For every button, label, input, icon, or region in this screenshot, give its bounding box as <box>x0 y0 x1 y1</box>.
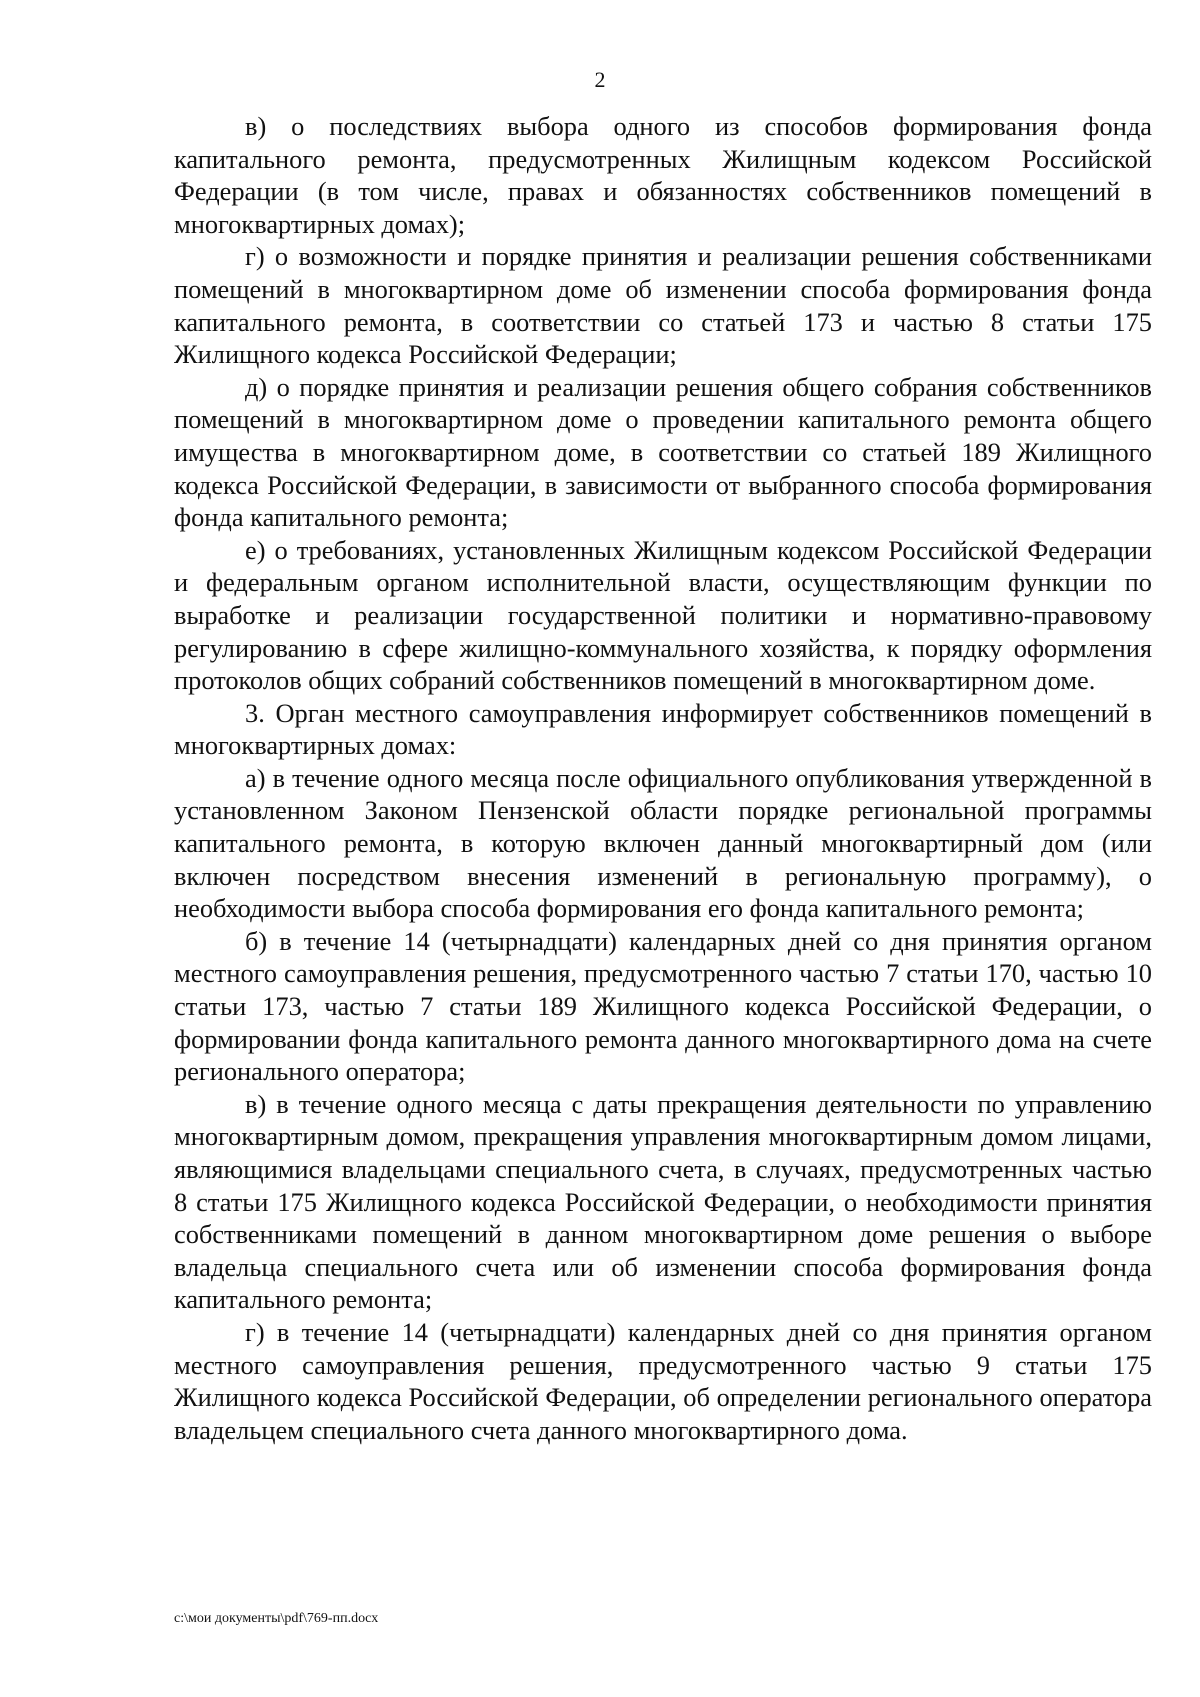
paragraph-3g: г) в течение 14 (четырнадцати) календарных дней со дня принятия органом местного самоуправления решения, предусмотренного частью 9 статьи 175 Жилищного кодекса Российской Федерации, об определении регионального оператора владельцем специального счета данного многоквартирного дома. <box>174 1316 1152 1445</box>
paragraph-3b: б) в течение 14 (четырнадцати) календарных дней со дня принятия органом местного самоуправления решения, предусмотренного частью 7 статьи 170, частью 10 статьи 173, частью 7 статьи 189 Жилищного кодекса Российской Федерации, о формировании фонда капитального ремонта данного многоквартирного дома на счете регионального оператора; <box>174 925 1152 1087</box>
paragraph-3v: в) в течение одного месяца с даты прекращения деятельности по управлению многоквартирным домом, прекращения управления многоквартирным домом лицами, являющимися владельцами специального счета, в случаях, предусмотренных частью 8 статьи 175 Жилищного кодекса Российской Федерации, о необходимости принятия собственниками помещений в данном многоквартирном доме решения о выборе владельца специального счета или об изменении способа формирования фонда капитального ремонта; <box>174 1088 1152 1315</box>
footer-file-path: c:\мои документы\pdf\769-пп.docx <box>174 1611 379 1626</box>
paragraph-2d: д) о порядке принятия и реализации решения общего собрания собственников помещений в многоквартирном доме о проведении капитального ремонта общего имущества в многоквартирном доме, в соответствии со статьей 189 Жилищного кодекса Российской Федерации, в зависимости от выбранного способа формирования фонда капитального ремонта; <box>174 371 1152 533</box>
paragraph-2e: е) о требованиях, установленных Жилищным кодексом Российской Федерации и федеральным органом исполнительной власти, осуществляющим функции по выработке и реализации государственной политики и нормативно-правовому регулированию в сфере жилищно-коммунального хозяйства, к порядку оформления протоколов общих собраний собственников помещений в многоквартирном доме. <box>174 534 1152 696</box>
paragraph-2v: в) о последствиях выбора одного из способов формирования фонда капитального ремонта, предусмотренных Жилищным кодексом Российской Федерации (в том числе, правах и обязанностях собственников помещений в многоквартирных домах); <box>174 111 1152 239</box>
document-body <box>174 110 1152 1446</box>
page-number: 2 <box>594 67 606 92</box>
paragraph-2g: г) о возможности и порядке принятия и реализации решения собственниками помещений в многоквартирном доме об изменении способа формирования фонда капитального ремонта, в соответствии со статьей 173 и частью 8 статьи 175 Жилищного кодекса Российской Федерации; <box>174 241 1152 370</box>
paragraph-3: 3. Орган местного самоуправления информирует собственников помещений в многоквартирных домах: <box>174 697 1152 761</box>
paragraph-3a: а) в течение одного месяца после официального опубликования утвержденной в установленном Законом Пензенской области порядке региональной программы капитального ремонта, в которую включен данный многоквартирный дом (или включен посредством внесения изменений в региональную программу), о необходимости выбора способа формирования его фонда капитального ремонта; <box>174 762 1152 924</box>
